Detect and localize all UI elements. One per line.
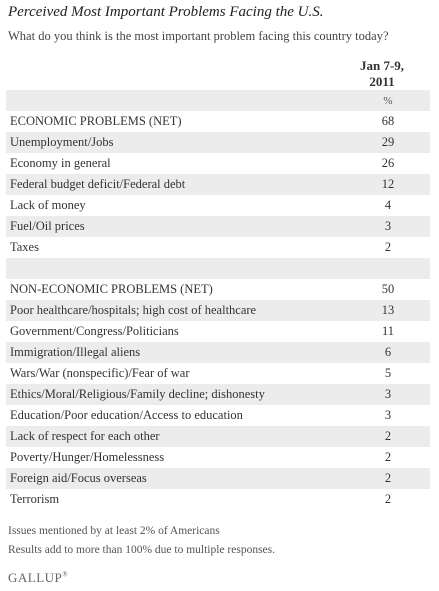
- row-value: 2: [346, 468, 430, 489]
- table-row: [6, 405, 430, 426]
- table-row: [6, 300, 430, 321]
- table-row: [6, 153, 430, 174]
- table-row: [6, 132, 430, 153]
- table-row: [6, 468, 430, 489]
- row-label: Terrorism: [10, 492, 60, 506]
- row-label: Immigration/Illegal aliens: [6, 342, 346, 363]
- table-row: [6, 216, 430, 237]
- row-label: Lack of money: [10, 198, 86, 212]
- row-label: Unemployment/Jobs: [6, 132, 346, 153]
- row-value: 3: [346, 216, 430, 237]
- gallup-logo: GALLUP®: [8, 570, 69, 585]
- row-label: Ethics/Moral/Religious/Family decline; dishonesty: [6, 384, 346, 405]
- row-value: 2: [384, 450, 392, 464]
- table-row: [6, 447, 430, 468]
- row-value: 2: [384, 492, 392, 506]
- table-row: [6, 384, 430, 405]
- row-value: 29: [346, 132, 430, 153]
- table-row: [6, 363, 430, 384]
- row-label: Poor healthcare/hospitals; high cost of healthcare: [6, 300, 346, 321]
- row-value: 68: [381, 114, 395, 128]
- row-label: NON-ECONOMIC PROBLEMS (NET): [10, 282, 213, 296]
- table-row: [6, 426, 430, 447]
- row-value: 12: [346, 174, 430, 195]
- unit-row: [6, 90, 430, 111]
- row-label: ECONOMIC PROBLEMS (NET): [10, 114, 182, 128]
- row-label: Fuel/Oil prices: [6, 216, 346, 237]
- row-value: 26: [381, 156, 395, 170]
- row-value: 3: [384, 408, 392, 422]
- table-row: [6, 111, 430, 132]
- row-value: 4: [384, 198, 392, 212]
- row-label: [6, 258, 346, 279]
- row-label: Poverty/Hunger/Homelessness: [10, 450, 165, 464]
- column-header-year: 2011: [369, 74, 395, 89]
- row-value: 2: [346, 426, 430, 447]
- survey-question: What do you think is the most important problem facing this country today?: [8, 29, 389, 43]
- row-value: 6: [346, 342, 430, 363]
- column-header-date: Jan 7-9,: [359, 58, 405, 73]
- row-label: Education/Poor education/Access to education: [10, 408, 243, 422]
- table-row: [6, 195, 430, 216]
- row-label: Foreign aid/Focus overseas: [6, 468, 346, 489]
- row-label: Economy in general: [10, 156, 111, 170]
- table-row: [6, 321, 430, 342]
- row-label: Taxes: [10, 240, 39, 254]
- table-row: [6, 342, 430, 363]
- unit-label: %: [346, 90, 430, 111]
- table-row: [6, 279, 430, 300]
- column-header: [340, 58, 424, 90]
- footnote-multiple-responses: Results add to more than 100% due to multiple responses.: [8, 544, 276, 556]
- row-value: 2: [384, 240, 392, 254]
- row-label: Government/Congress/Politicians: [10, 324, 179, 338]
- row-label: Lack of respect for each other: [6, 426, 346, 447]
- table-row: [6, 174, 430, 195]
- row-value: 5: [384, 366, 392, 380]
- row-value: 13: [346, 300, 430, 321]
- row-value: 11: [381, 324, 395, 338]
- row-value: 50: [381, 282, 395, 296]
- results-table: [6, 90, 430, 510]
- row-label: Federal budget deficit/Federal debt: [6, 174, 346, 195]
- table-title: Perceived Most Important Problems Facing the U.S.: [8, 4, 324, 20]
- row-value: [346, 258, 430, 279]
- row-value: 3: [346, 384, 430, 405]
- table-row: [6, 237, 430, 258]
- footnote-threshold: Issues mentioned by at least 2% of Americans: [8, 525, 220, 537]
- row-label: Wars/War (nonspecific)/Fear of war: [10, 366, 190, 380]
- table-row: [6, 489, 430, 510]
- table-row: [6, 258, 430, 279]
